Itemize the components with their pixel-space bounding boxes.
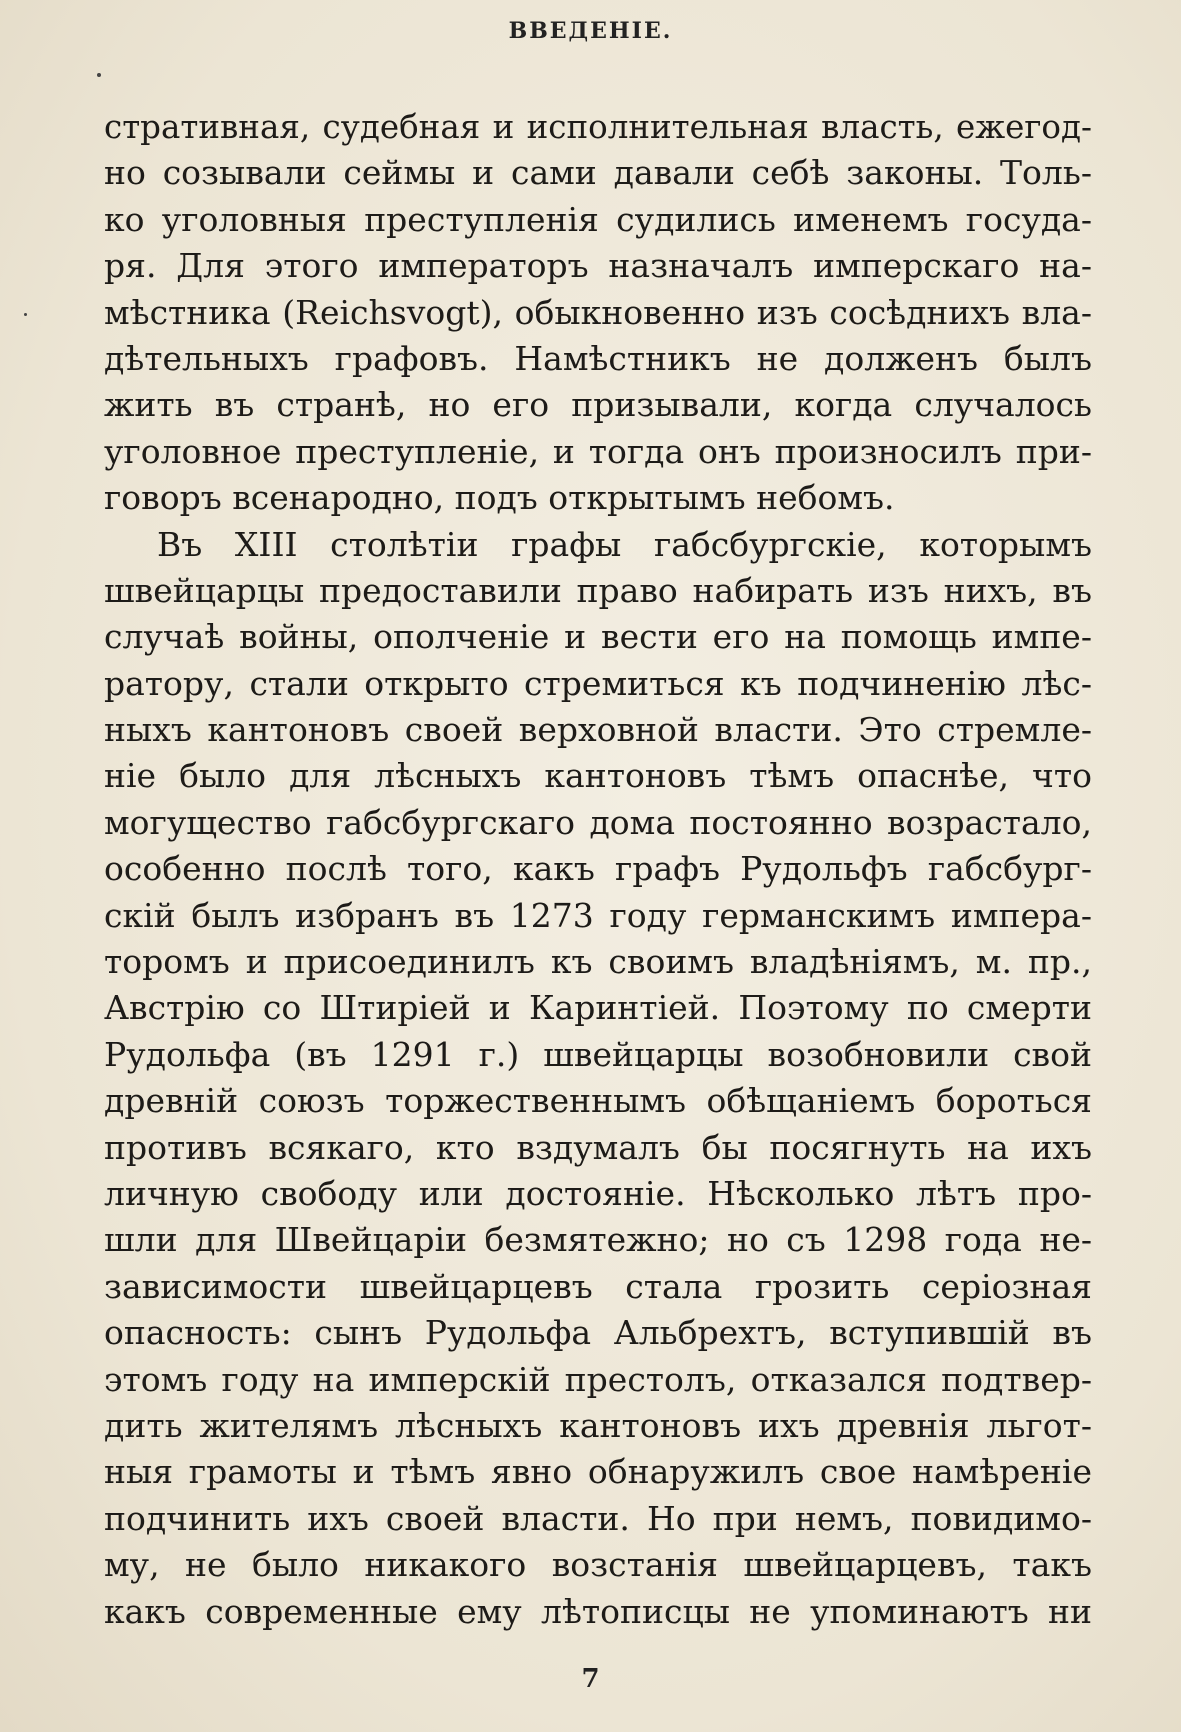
text-line: противъ всякаго, кто вздумалъ бы посягнуть на ихъ xyxy=(104,1127,1092,1167)
text-line: подчинить ихъ своей власти. Но при немъ, повидимо- xyxy=(104,1498,1092,1538)
text-line: торомъ и присоединилъ къ своимъ владѣніямъ, м. пр., xyxy=(104,942,1092,982)
text-line: особенно послѣ того, какъ графъ Рудольфъ габсбург- xyxy=(104,849,1092,889)
text-line: швейцарцы предоставили право набирать изъ нихъ, въ xyxy=(104,570,1092,610)
text-line: му, не было никакого возстанія швейцарцевъ, такъ xyxy=(104,1545,1092,1585)
text-line: стративная, судебная и исполнительная власть, ежегод- xyxy=(104,108,1092,146)
text-line: скій былъ избранъ въ 1273 году германскимъ импера- xyxy=(104,895,1092,935)
text-line: говоръ всенародно, подъ открытымъ небомъ. xyxy=(104,478,895,518)
text-line: шли для Швейцаріи безмятежно; но съ 1298 года не- xyxy=(104,1220,1092,1260)
paragraph xyxy=(104,522,1092,1635)
print-speck xyxy=(97,73,101,77)
text-line: зависимости швейцарцевъ стала грозить серіозная xyxy=(104,1266,1092,1306)
text-line: личную свободу или достояніе. Нѣсколько лѣтъ про- xyxy=(104,1173,1092,1213)
text-line: ныя грамоты и тѣмъ явно обнаружилъ свое намѣреніе xyxy=(104,1452,1092,1492)
text-line: этомъ году на имперскій престолъ, отказался подтвер- xyxy=(104,1359,1092,1399)
text-line: уголовное преступленіе, и тогда онъ произносилъ при- xyxy=(104,431,1092,471)
text-line: Рудольфа (въ 1291 г.) швейцарцы возобновили свой xyxy=(104,1034,1092,1074)
text-line: жить въ странѣ, но его призывали, когда случалось xyxy=(104,385,1092,425)
text-line: дѣтельныхъ графовъ. Намѣстникъ не долженъ былъ xyxy=(104,338,1092,378)
paragraph xyxy=(104,104,1092,522)
text-line: могущество габсбургскаго дома постоянно возрастало, xyxy=(104,802,1092,842)
text-line: опасность: сынъ Рудольфа Альбрехтъ, вступившій въ xyxy=(104,1313,1092,1353)
text-line: ратору, стали открыто стремиться къ подчиненію лѣс- xyxy=(104,663,1092,703)
text-line: случаѣ войны, ополченіе и вести его на помощь импе- xyxy=(104,617,1092,657)
text-line: ря. Для этого императоръ назначалъ имперскаго на- xyxy=(104,246,1092,286)
text-line: дить жителямъ лѣсныхъ кантоновъ ихъ древнія льгот- xyxy=(104,1405,1092,1445)
text-line: ніе было для лѣсныхъ кантоновъ тѣмъ опаснѣе, что xyxy=(104,756,1092,796)
text-line: Австрію со Штиріей и Каринтіей. Поэтому по смерти xyxy=(104,988,1092,1028)
text-line: мѣстника (Reichsvogt), обыкновенно изъ сосѣднихъ вла- xyxy=(104,292,1092,332)
print-speck xyxy=(24,313,27,316)
text-line: ныхъ кантоновъ своей верховной власти. Это стремле- xyxy=(104,710,1092,750)
body-text xyxy=(104,104,1092,1635)
text-line: древній союзъ торжественнымъ обѣщаніемъ бороться xyxy=(104,1081,1092,1121)
text-line: ко уголовныя преступленія судились именемъ госуда- xyxy=(104,199,1092,239)
text-line: какъ современные ему лѣтописцы не упоминаютъ ни xyxy=(104,1591,1092,1631)
page-number: 7 xyxy=(581,1664,600,1694)
text-line: Въ XIII столѣтіи графы габсбургскіе, которымъ xyxy=(157,524,1092,564)
running-title: ВВЕДЕНІЕ. xyxy=(508,18,673,44)
text-line: но созывали сеймы и сами давали себѣ законы. Толь- xyxy=(104,153,1092,193)
